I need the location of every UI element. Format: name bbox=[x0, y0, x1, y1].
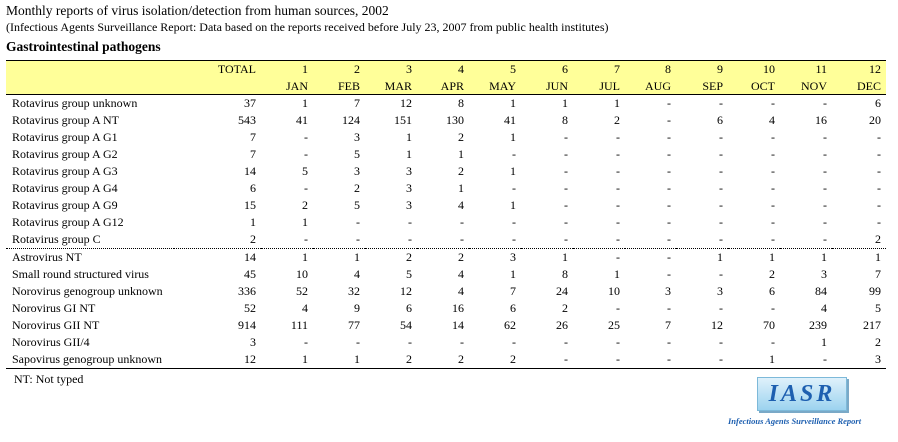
month-cell: - bbox=[771, 215, 775, 229]
month-cell: 1 bbox=[458, 147, 464, 161]
month-cell: 3 bbox=[717, 284, 723, 298]
header-month-name: JUN bbox=[521, 77, 573, 95]
month-cell: 77 bbox=[348, 318, 360, 332]
header-month-name: MAR bbox=[365, 77, 417, 95]
month-cell: - bbox=[719, 215, 723, 229]
month-cell: 2 bbox=[458, 164, 464, 178]
month-cell: 1 bbox=[717, 250, 723, 264]
row-label: Small round structured virus bbox=[12, 267, 149, 281]
page-title: Monthly reports of virus isolation/detection from human sources, 2002 bbox=[6, 3, 389, 18]
month-cell: - bbox=[616, 301, 620, 315]
table-row bbox=[6, 231, 886, 249]
month-cell: - bbox=[616, 198, 620, 212]
month-cell: 8 bbox=[458, 96, 464, 110]
month-cell: - bbox=[408, 335, 412, 349]
month-cell: - bbox=[564, 335, 568, 349]
month-cell: - bbox=[667, 301, 671, 315]
month-cell: - bbox=[667, 335, 671, 349]
month-cell: - bbox=[719, 301, 723, 315]
month-cell: - bbox=[719, 130, 723, 144]
header-month-name: AUG bbox=[625, 77, 676, 95]
month-cell: - bbox=[667, 147, 671, 161]
month-cell: - bbox=[313, 231, 365, 249]
month-cell: 4 bbox=[458, 198, 464, 212]
month-cell: 41 bbox=[504, 113, 516, 127]
month-cell: 4 bbox=[302, 301, 308, 315]
month-cell: 12 bbox=[400, 284, 412, 298]
month-cell: 14 bbox=[452, 318, 464, 332]
header-month-name: NOV bbox=[780, 77, 832, 95]
month-cell: - bbox=[616, 215, 620, 229]
month-cell: 1 bbox=[261, 351, 313, 369]
month-cell: 6 bbox=[406, 301, 412, 315]
month-cell: - bbox=[771, 181, 775, 195]
row-total: 37 bbox=[244, 96, 256, 110]
month-cell: - bbox=[877, 130, 881, 144]
month-cell: 1 bbox=[728, 351, 780, 369]
month-cell: 2 bbox=[769, 267, 775, 281]
month-cell: - bbox=[667, 215, 671, 229]
month-cell: 124 bbox=[342, 113, 360, 127]
month-cell: - bbox=[304, 147, 308, 161]
row-total: 15 bbox=[244, 198, 256, 212]
header-month-number: 12 bbox=[832, 61, 886, 78]
table-row bbox=[6, 300, 886, 317]
month-cell: 5 bbox=[354, 147, 360, 161]
table-row bbox=[6, 334, 886, 351]
month-cell: 41 bbox=[296, 113, 308, 127]
month-cell: 1 bbox=[510, 96, 516, 110]
header-month-number: 2 bbox=[313, 61, 365, 78]
header-month-name: JUL bbox=[573, 77, 625, 95]
row-label: Rotavirus group A G2 bbox=[12, 147, 118, 161]
month-cell: - bbox=[573, 351, 625, 369]
month-cell: - bbox=[771, 198, 775, 212]
month-cell: - bbox=[877, 198, 881, 212]
month-cell: - bbox=[512, 181, 516, 195]
month-cell: 12 bbox=[400, 96, 412, 110]
month-cell: - bbox=[460, 215, 464, 229]
month-cell: - bbox=[823, 96, 827, 110]
month-cell: 1 bbox=[354, 250, 360, 264]
month-cell: - bbox=[304, 181, 308, 195]
month-cell: - bbox=[460, 335, 464, 349]
row-total: 2 bbox=[174, 231, 261, 249]
month-cell: - bbox=[823, 147, 827, 161]
month-cell: 6 bbox=[769, 284, 775, 298]
month-cell: - bbox=[771, 164, 775, 178]
row-label: Astrovirus NT bbox=[12, 250, 82, 264]
table-row bbox=[6, 317, 886, 334]
month-cell: 9 bbox=[354, 301, 360, 315]
month-cell: 70 bbox=[763, 318, 775, 332]
month-cell: 1 bbox=[614, 96, 620, 110]
month-cell: - bbox=[823, 164, 827, 178]
month-cell: 3 bbox=[510, 250, 516, 264]
header-month-number: 8 bbox=[625, 61, 676, 78]
month-cell: - bbox=[667, 267, 671, 281]
month-cell: - bbox=[771, 335, 775, 349]
month-cell: 3 bbox=[665, 284, 671, 298]
month-cell: 4 bbox=[821, 301, 827, 315]
month-cell: 2 bbox=[365, 351, 417, 369]
header-total: TOTAL bbox=[174, 61, 261, 78]
month-cell: - bbox=[771, 130, 775, 144]
month-cell: 3 bbox=[821, 267, 827, 281]
month-cell: 1 bbox=[562, 250, 568, 264]
row-total: 7 bbox=[250, 147, 256, 161]
month-cell: - bbox=[417, 231, 469, 249]
table-row bbox=[6, 266, 886, 283]
iasr-logo-caption: Infectious Agents Surveillance Report bbox=[728, 416, 862, 426]
month-cell: 2 bbox=[354, 181, 360, 195]
month-cell: 24 bbox=[556, 284, 568, 298]
month-cell: 12 bbox=[711, 318, 723, 332]
month-cell: 5 bbox=[875, 301, 881, 315]
month-cell: 2 bbox=[832, 231, 886, 249]
month-cell: - bbox=[877, 215, 881, 229]
month-cell: 1 bbox=[510, 198, 516, 212]
header-row-months bbox=[6, 77, 886, 95]
month-cell: 2 bbox=[469, 351, 521, 369]
header-month-number: 3 bbox=[365, 61, 417, 78]
month-cell: 5 bbox=[302, 164, 308, 178]
month-cell: - bbox=[304, 335, 308, 349]
month-cell: 2 bbox=[417, 351, 469, 369]
month-cell: 1 bbox=[821, 335, 827, 349]
row-label: Rotavirus group unknown bbox=[12, 96, 138, 110]
iasr-logo: IASR bbox=[757, 377, 847, 411]
month-cell: 1 bbox=[614, 267, 620, 281]
month-cell: - bbox=[719, 147, 723, 161]
header-blank bbox=[6, 77, 174, 95]
table-body bbox=[6, 95, 886, 369]
month-cell: - bbox=[564, 215, 568, 229]
month-cell: 16 bbox=[815, 113, 827, 127]
row-total: 1 bbox=[250, 215, 256, 229]
month-cell: - bbox=[616, 335, 620, 349]
month-cell: 4 bbox=[354, 267, 360, 281]
month-cell: - bbox=[667, 130, 671, 144]
header-month-number: 10 bbox=[728, 61, 780, 78]
month-cell: 3 bbox=[354, 164, 360, 178]
month-cell: 84 bbox=[815, 284, 827, 298]
month-cell: 62 bbox=[504, 318, 516, 332]
table-row bbox=[6, 351, 886, 369]
month-cell: 5 bbox=[354, 198, 360, 212]
month-cell: 1 bbox=[302, 96, 308, 110]
month-cell: - bbox=[616, 147, 620, 161]
row-label: Rotavirus group A G3 bbox=[12, 164, 118, 178]
month-cell: 10 bbox=[608, 284, 620, 298]
month-cell: - bbox=[616, 130, 620, 144]
month-cell: - bbox=[625, 231, 676, 249]
table-row bbox=[6, 249, 886, 267]
month-cell: - bbox=[823, 130, 827, 144]
month-cell: - bbox=[719, 267, 723, 281]
month-cell: 1 bbox=[458, 181, 464, 195]
month-cell: - bbox=[719, 181, 723, 195]
month-cell: 1 bbox=[510, 130, 516, 144]
month-cell: 6 bbox=[510, 301, 516, 315]
month-cell: 4 bbox=[458, 267, 464, 281]
month-cell: - bbox=[616, 164, 620, 178]
month-cell: 1 bbox=[313, 351, 365, 369]
month-cell: - bbox=[877, 164, 881, 178]
month-cell: 5 bbox=[406, 267, 412, 281]
month-cell: 3 bbox=[406, 198, 412, 212]
header-month-number: 6 bbox=[521, 61, 573, 78]
month-cell: - bbox=[512, 147, 516, 161]
month-cell: 3 bbox=[354, 130, 360, 144]
table-row bbox=[6, 146, 886, 163]
month-cell: 32 bbox=[348, 284, 360, 298]
month-cell: - bbox=[564, 198, 568, 212]
month-cell: - bbox=[823, 181, 827, 195]
row-total: 14 bbox=[244, 250, 256, 264]
month-cell: - bbox=[728, 231, 780, 249]
month-cell: 2 bbox=[875, 335, 881, 349]
month-cell: - bbox=[667, 113, 671, 127]
row-total: 12 bbox=[174, 351, 261, 369]
header-row-numbers bbox=[6, 61, 886, 78]
month-cell: 1 bbox=[510, 267, 516, 281]
month-cell: 2 bbox=[458, 130, 464, 144]
footnote: NT: Not typed bbox=[14, 372, 84, 386]
header-month-name: APR bbox=[417, 77, 469, 95]
month-cell: - bbox=[780, 351, 832, 369]
month-cell: - bbox=[365, 231, 417, 249]
section-heading: Gastrointestinal pathogens bbox=[6, 39, 161, 54]
row-total: 6 bbox=[250, 181, 256, 195]
month-cell: 151 bbox=[394, 113, 412, 127]
row-label: Rotavirus group A G1 bbox=[12, 130, 118, 144]
header-month-name: FEB bbox=[313, 77, 365, 95]
header-month-number: 1 bbox=[261, 61, 313, 78]
month-cell: 1 bbox=[302, 215, 308, 229]
row-label: Norovirus GI NT bbox=[12, 301, 96, 315]
month-cell: 52 bbox=[296, 284, 308, 298]
month-cell: 2 bbox=[614, 113, 620, 127]
month-cell: - bbox=[719, 164, 723, 178]
month-cell: 4 bbox=[769, 113, 775, 127]
row-total: 3 bbox=[250, 335, 256, 349]
row-total: 336 bbox=[238, 284, 256, 298]
month-cell: - bbox=[564, 181, 568, 195]
month-cell: 239 bbox=[809, 318, 827, 332]
month-cell: 8 bbox=[562, 267, 568, 281]
table-row bbox=[6, 112, 886, 129]
month-cell: 130 bbox=[446, 113, 464, 127]
month-cell: 20 bbox=[869, 113, 881, 127]
month-cell: - bbox=[877, 147, 881, 161]
month-cell: - bbox=[667, 250, 671, 264]
month-cell: 7 bbox=[510, 284, 516, 298]
row-total: 52 bbox=[244, 301, 256, 315]
month-cell: 26 bbox=[556, 318, 568, 332]
month-cell: - bbox=[616, 250, 620, 264]
header-month-number: 7 bbox=[573, 61, 625, 78]
month-cell: - bbox=[408, 215, 412, 229]
month-cell: - bbox=[719, 96, 723, 110]
month-cell: 7 bbox=[354, 96, 360, 110]
month-cell: - bbox=[780, 231, 832, 249]
month-cell: 7 bbox=[665, 318, 671, 332]
table-row bbox=[6, 214, 886, 231]
month-cell: - bbox=[667, 181, 671, 195]
month-cell: 6 bbox=[875, 96, 881, 110]
month-cell: - bbox=[512, 215, 516, 229]
row-total: 14 bbox=[244, 164, 256, 178]
row-total: 543 bbox=[238, 113, 256, 127]
header-month-name: DEC bbox=[832, 77, 886, 95]
row-label: Norovirus genogroup unknown bbox=[12, 284, 163, 298]
month-cell: 2 bbox=[302, 198, 308, 212]
month-cell: - bbox=[304, 130, 308, 144]
table-row bbox=[6, 197, 886, 214]
month-cell: - bbox=[771, 301, 775, 315]
month-cell: 3 bbox=[832, 351, 886, 369]
month-cell: - bbox=[823, 198, 827, 212]
row-label: Norovirus GII/4 bbox=[12, 335, 90, 349]
month-cell: - bbox=[616, 181, 620, 195]
row-label: Rotavirus group C bbox=[6, 231, 174, 249]
row-total: 7 bbox=[250, 130, 256, 144]
virus-report-table bbox=[6, 60, 886, 369]
row-label: Rotavirus group A NT bbox=[12, 113, 119, 127]
header-month-name: SEP bbox=[676, 77, 728, 95]
month-cell: - bbox=[719, 198, 723, 212]
month-cell: 3 bbox=[406, 181, 412, 195]
month-cell: - bbox=[823, 215, 827, 229]
header-month-number: 9 bbox=[676, 61, 728, 78]
month-cell: 1 bbox=[510, 164, 516, 178]
row-total: 914 bbox=[238, 318, 256, 332]
month-cell: - bbox=[469, 231, 521, 249]
month-cell: 1 bbox=[821, 250, 827, 264]
month-cell: 1 bbox=[406, 130, 412, 144]
month-cell: - bbox=[667, 198, 671, 212]
table-row bbox=[6, 129, 886, 146]
month-cell: - bbox=[356, 335, 360, 349]
month-cell: 7 bbox=[875, 267, 881, 281]
month-cell: - bbox=[521, 351, 573, 369]
row-label: Rotavirus group A G12 bbox=[12, 215, 124, 229]
month-cell: - bbox=[564, 147, 568, 161]
month-cell: - bbox=[676, 351, 728, 369]
month-cell: 1 bbox=[562, 96, 568, 110]
month-cell: - bbox=[512, 335, 516, 349]
month-cell: 16 bbox=[452, 301, 464, 315]
month-cell: 2 bbox=[458, 250, 464, 264]
month-cell: 99 bbox=[869, 284, 881, 298]
month-cell: 2 bbox=[406, 250, 412, 264]
month-cell: - bbox=[667, 164, 671, 178]
row-label: Sapovirus genogroup unknown bbox=[6, 351, 174, 369]
header-month-number: 11 bbox=[780, 61, 832, 78]
row-label: Rotavirus group A G4 bbox=[12, 181, 118, 195]
month-cell: - bbox=[356, 215, 360, 229]
month-cell: 217 bbox=[863, 318, 881, 332]
month-cell: 6 bbox=[717, 113, 723, 127]
month-cell: - bbox=[676, 231, 728, 249]
month-cell: - bbox=[771, 147, 775, 161]
row-total: 45 bbox=[244, 267, 256, 281]
month-cell: 1 bbox=[302, 250, 308, 264]
month-cell: - bbox=[719, 335, 723, 349]
header-month-number: 4 bbox=[417, 61, 469, 78]
month-cell: 1 bbox=[875, 250, 881, 264]
month-cell: - bbox=[521, 231, 573, 249]
header-month-name: JAN bbox=[261, 77, 313, 95]
month-cell: - bbox=[877, 181, 881, 195]
month-cell: 1 bbox=[406, 147, 412, 161]
month-cell: 2 bbox=[562, 301, 568, 315]
header-blank bbox=[6, 61, 174, 78]
month-cell: - bbox=[564, 164, 568, 178]
month-cell: 4 bbox=[458, 284, 464, 298]
month-cell: - bbox=[564, 130, 568, 144]
header-month-name: MAY bbox=[469, 77, 521, 95]
table-row bbox=[6, 163, 886, 180]
month-cell: - bbox=[573, 231, 625, 249]
table-row bbox=[6, 95, 886, 113]
table-row bbox=[6, 180, 886, 197]
header-month-name: OCT bbox=[728, 77, 780, 95]
month-cell: - bbox=[261, 231, 313, 249]
month-cell: 8 bbox=[562, 113, 568, 127]
header-month-number: 5 bbox=[469, 61, 521, 78]
month-cell: 25 bbox=[608, 318, 620, 332]
month-cell: - bbox=[667, 96, 671, 110]
month-cell: 111 bbox=[290, 318, 308, 332]
month-cell: 10 bbox=[296, 267, 308, 281]
month-cell: - bbox=[625, 351, 676, 369]
month-cell: - bbox=[771, 96, 775, 110]
month-cell: 3 bbox=[406, 164, 412, 178]
page-subtitle: (Infectious Agents Surveillance Report: Data based on the reports received before July 23, 2007 from public health institutes) bbox=[6, 20, 609, 34]
row-label: Rotavirus group A G9 bbox=[12, 198, 118, 212]
month-cell: 54 bbox=[400, 318, 412, 332]
table-row bbox=[6, 283, 886, 300]
row-label: Norovirus GII NT bbox=[12, 318, 100, 332]
header-blank bbox=[174, 77, 261, 95]
month-cell: 1 bbox=[769, 250, 775, 264]
